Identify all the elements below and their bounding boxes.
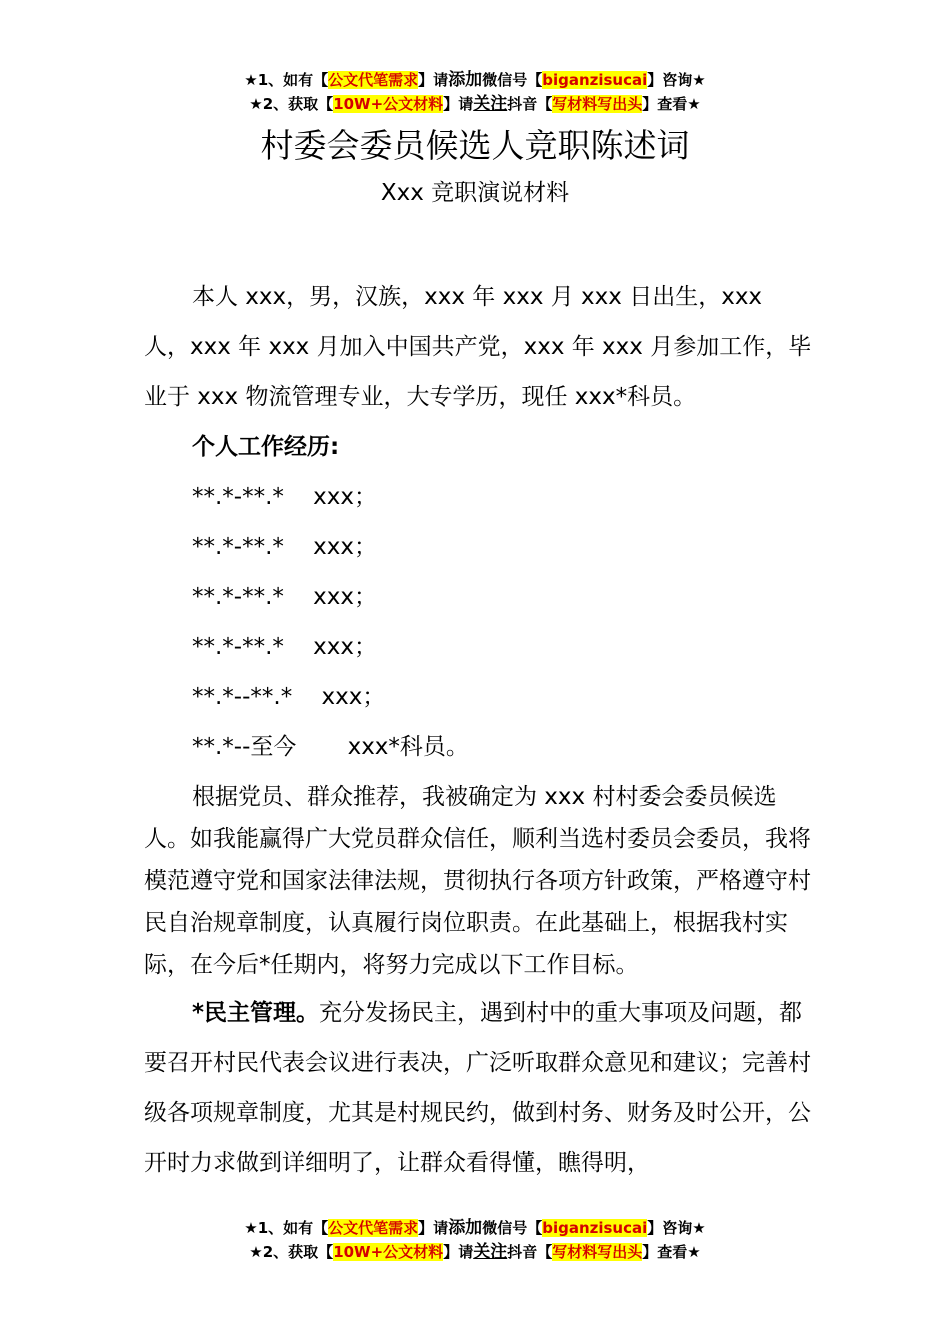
democratic-management-paragraph	[144, 988, 814, 1188]
promo-line-1: ★1、如有【公文代笔需求】请添加微信号【biganzisucai】咨询★	[244, 70, 706, 90]
document-subtitle: Xxx 竞职演说材料	[380, 180, 570, 206]
wechat-id: biganzisucai	[542, 71, 648, 89]
experience-heading: 个人工作经历:	[192, 434, 340, 460]
experience-item: **.*-**.* xxx；	[192, 584, 377, 610]
experience-item: **.*--**.* xxx；	[192, 684, 386, 710]
experience-item: **.*--至今 xxx*科员。	[192, 734, 469, 760]
document-title: 村委会委员候选人竞职陈述词	[260, 126, 690, 165]
promo-line-2: ★2、获取【10W+公文材料】请关注抖音【写材料写出头】查看★	[249, 94, 701, 114]
wechat-id: biganzisucai	[542, 1219, 648, 1237]
promo-line-1: ★1、如有【公文代笔需求】请添加微信号【biganzisucai】咨询★	[244, 1218, 706, 1238]
experience-item: **.*-**.* xxx；	[192, 634, 377, 660]
section-lead: *民主管理。	[192, 1000, 320, 1026]
section-text: 充分发扬民主，遇到村中的重大事项及问题，都要召开村民代表会议进行表决，广泛听取群众意见和建议；完善村级各项规章制度，尤其是村规民约，做到村务、财务及时公开，公开时力求做到详细明了，让群众看得懂，瞧得明，	[144, 1000, 811, 1176]
experience-item: **.*-**.* xxx；	[192, 484, 377, 510]
promo-banner-top	[0, 68, 950, 116]
experience-item: **.*-**.* xxx；	[192, 534, 377, 560]
intro-paragraph: 本人 xxx，男，汉族，xxx 年 xxx 月 xxx 日出生，xxx 人，xxx 年 xxx 月加入中国共产党，xxx 年 xxx 月参加工作，毕业于 xxx 物流管理专业，大专学历，现任 xxx*科员。	[144, 284, 812, 410]
promo-banner-bottom	[0, 1216, 950, 1264]
promo-line-2: ★2、获取【10W+公文材料】请关注抖音【写材料写出头】查看★	[249, 1242, 701, 1262]
document-body	[144, 272, 814, 1188]
nomination-paragraph: 根据党员、群众推荐，我被确定为 xxx 村村委会委员候选人。如我能赢得广大党员群众信任，顺利当选村委员会委员，我将模范遵守党和国家法律法规，贯彻执行各项方针政策，严格遵守村民自治规章制度，认真履行岗位职责。在此基础上，根据我村实际，在今后*任期内，将努力完成以下工作目标。	[144, 784, 811, 978]
